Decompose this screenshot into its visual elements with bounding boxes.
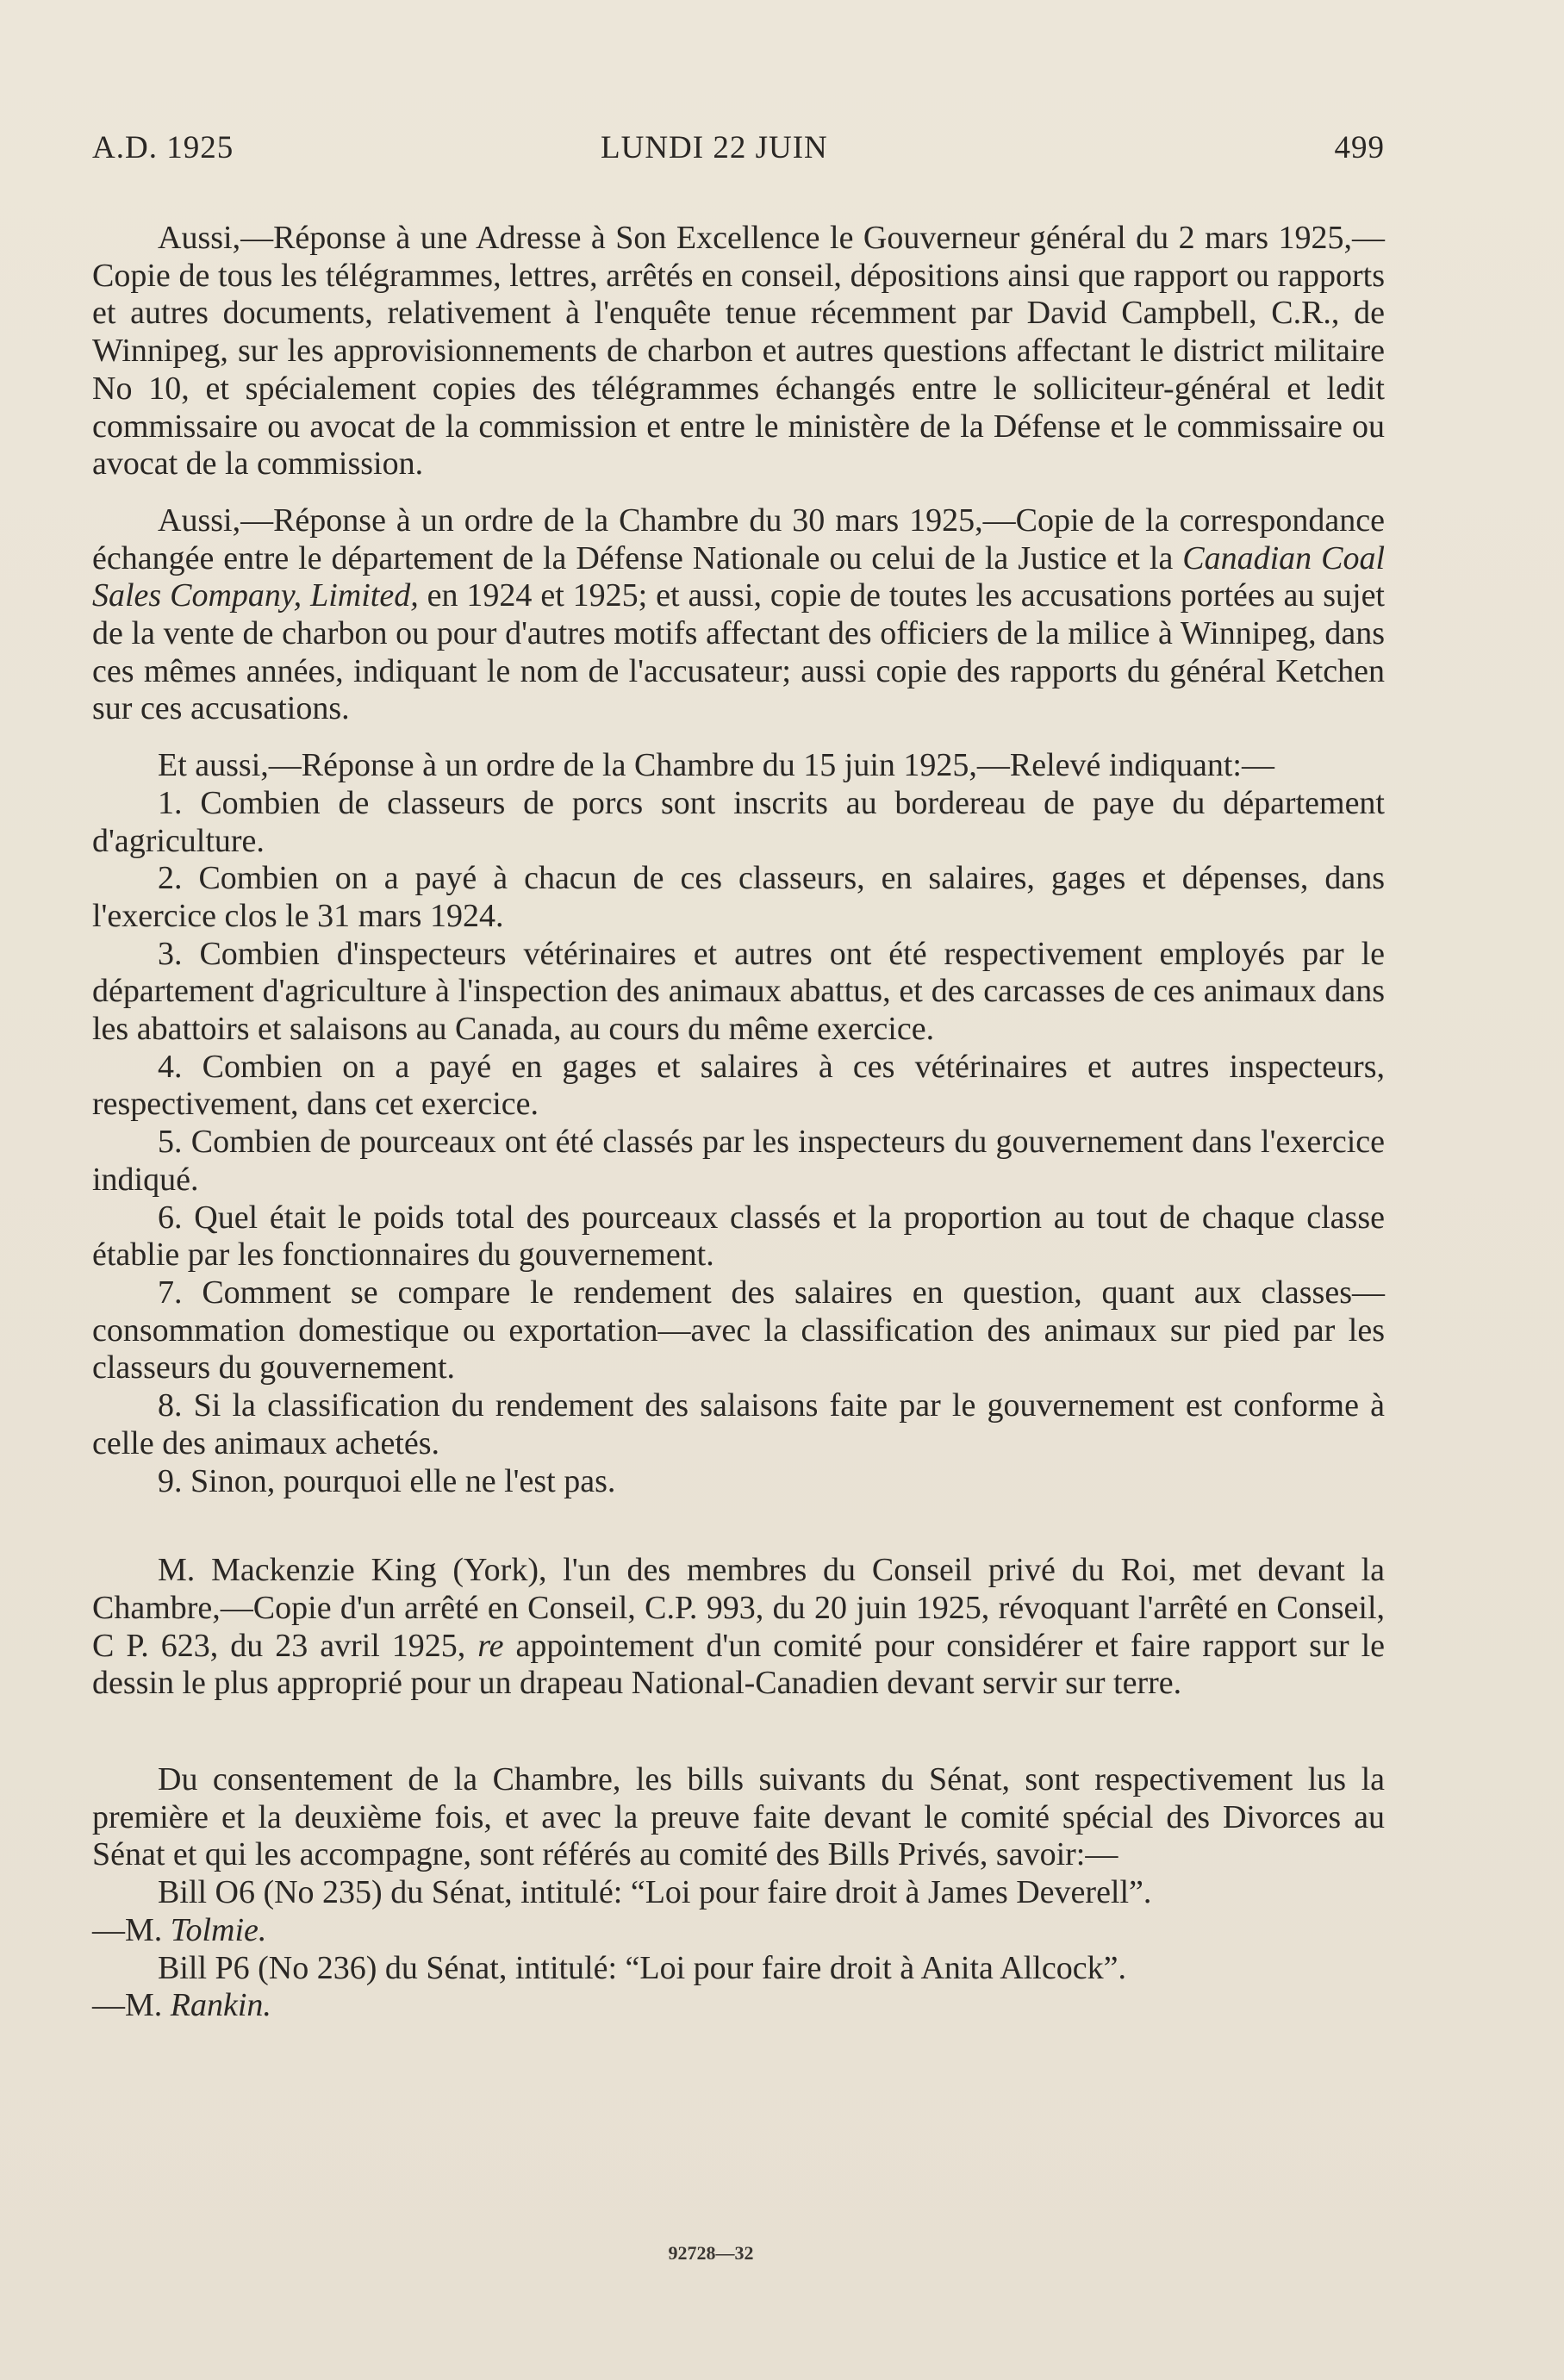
paragraph-king-text-after: appointement d'un comité pour considérer et faire rapport sur le dessin le plus approprié pour un drapeau National-Canadien devant servir sur terre. (92, 1627, 1385, 1702)
company-name: Canadian Coal Sales Company, Limited, (92, 539, 1385, 614)
paragraph-order-correspondence (92, 502, 1385, 728)
paragraph-order-text-before: Aussi,—Réponse à un ordre de la Chambre du 30 mars 1925,—Copie de la correspondance échangée entre le département de la Défense Nationale ou celui de la Justice et la (92, 502, 1385, 576)
member-name: Rankin. (170, 1987, 271, 2024)
list-item: 4. Combien on a payé en gages et salaires à ces vétérinaires et autres inspecteurs, respectivement, dans cet exercice. (92, 1048, 1385, 1123)
paragraph-senate-bills: Du consentement de la Chambre, les bills suivants du Sénat, sont respectivement lus la première et la deuxième fois, et avec la preuve faite devant le comité spécial des Divorces au Sénat et qui les accompagne, sont référés au comité des Bills Privés, savoir:— (92, 1761, 1385, 1873)
paragraph-king-order (92, 1552, 1385, 1703)
list-item: 6. Quel était le poids total des pourceaux classés et la proportion au tout de chaque classe établie par les fonctionnaires du gouvernement. (92, 1199, 1385, 1274)
paragraph-address-reply: Aussi,—Réponse à une Adresse à Son Excellence le Gouverneur général du 2 mars 1925,—Copie de tous les télégrammes, lettres, arrêtés en conseil, dépositions ainsi que rapport ou rapports et autres documents, relativement à l'enquête tenue récemment par David Campbell, C.R., de Winnipeg, sur les approvisionnements de charbon et autres questions affectant le district militaire No 10, et spécialement copies des télégrammes échangés entre le solliciteur-général et ledit commissaire ou avocat de la commission et entre le ministère de la Défense et le commissaire ou avocat de la commission. (92, 220, 1385, 483)
list-item: 3. Combien d'inspecteurs vétérinaires et autres ont été respectivement employés par le département d'agriculture à l'inspection des animaux abattus, et des carcasses de ces animaux dans les abattoirs et salaisons au Canada, au cours du même exercice. (92, 935, 1385, 1048)
list-item: 7. Comment se compare le rendement des salaires en question, quant aux classes—consommation domestique ou exportation—avec la classification des animaux sur pied par les classeurs du gouvernement. (92, 1274, 1385, 1386)
bill-entry-p6: Bill P6 (No 236) du Sénat, intitulé: “Loi pour faire droit à Anita Allcock”. (158, 1949, 1126, 1986)
member-prefix: —M. (92, 1987, 171, 2024)
page-header (92, 129, 1385, 178)
bill-o6-member (92, 1912, 1385, 1950)
re-italic: re (477, 1627, 504, 1664)
page-body (92, 220, 1385, 2025)
page-number: 499 (1334, 130, 1385, 165)
print-code: 92728—32 (668, 2242, 754, 2264)
bill-entry-o6: Bill O6 (No 235) du Sénat, intitulé: “Loi pour faire droit à James Deverell”. (158, 1874, 1152, 1911)
list-item: 9. Sinon, pourquoi elle ne l'est pas. (158, 1462, 616, 1499)
header-date: LUNDI 22 JUIN (601, 130, 828, 165)
list-item: 2. Combien on a payé à chacun de ces classeurs, en salaires, gages et dépenses, dans l'exercice clos le 31 mars 1924. (92, 860, 1385, 934)
header-year: A.D. 1925 (92, 130, 234, 165)
paragraph-order-text-after: en 1924 et 1925; et aussi, copie de toutes les accusations portées au sujet de la vente de charbon ou pour d'autres motifs affectant des officiers de la milice à Winnipeg, dans ces mêmes années, indiquant le nom de l'accusateur; aussi copie des rapports du général Ketchen sur ces accusations. (92, 577, 1385, 727)
paragraph-order-return: Et aussi,—Réponse à un ordre de la Chambre du 15 juin 1925,—Relevé indiquant:— (158, 747, 1274, 784)
list-item: 5. Combien de pourceaux ont été classés par les inspecteurs du gouvernement dans l'exercice indiqué. (92, 1124, 1385, 1198)
member-prefix: —M. (92, 1911, 171, 1948)
paragraph-king-text-before: M. Mackenzie King (York), l'un des membres du Conseil privé du Roi, met devant la Chambre,—Copie d'un arrêté en Conseil, C.P. 993, du 20 juin 1925, révoquant l'arrêté en Conseil, C P. 623, du 23 avril 1925, (92, 1552, 1385, 1664)
list-item: 8. Si la classification du rendement des salaisons faite par le gouvernement est conforme à celle des animaux achetés. (92, 1387, 1385, 1461)
list-item: 1. Combien de classeurs de porcs sont inscrits au bordereau de paye du département d'agriculture. (92, 784, 1385, 859)
member-name: Tolmie. (170, 1911, 267, 1948)
bill-p6-member (92, 1987, 1385, 2025)
